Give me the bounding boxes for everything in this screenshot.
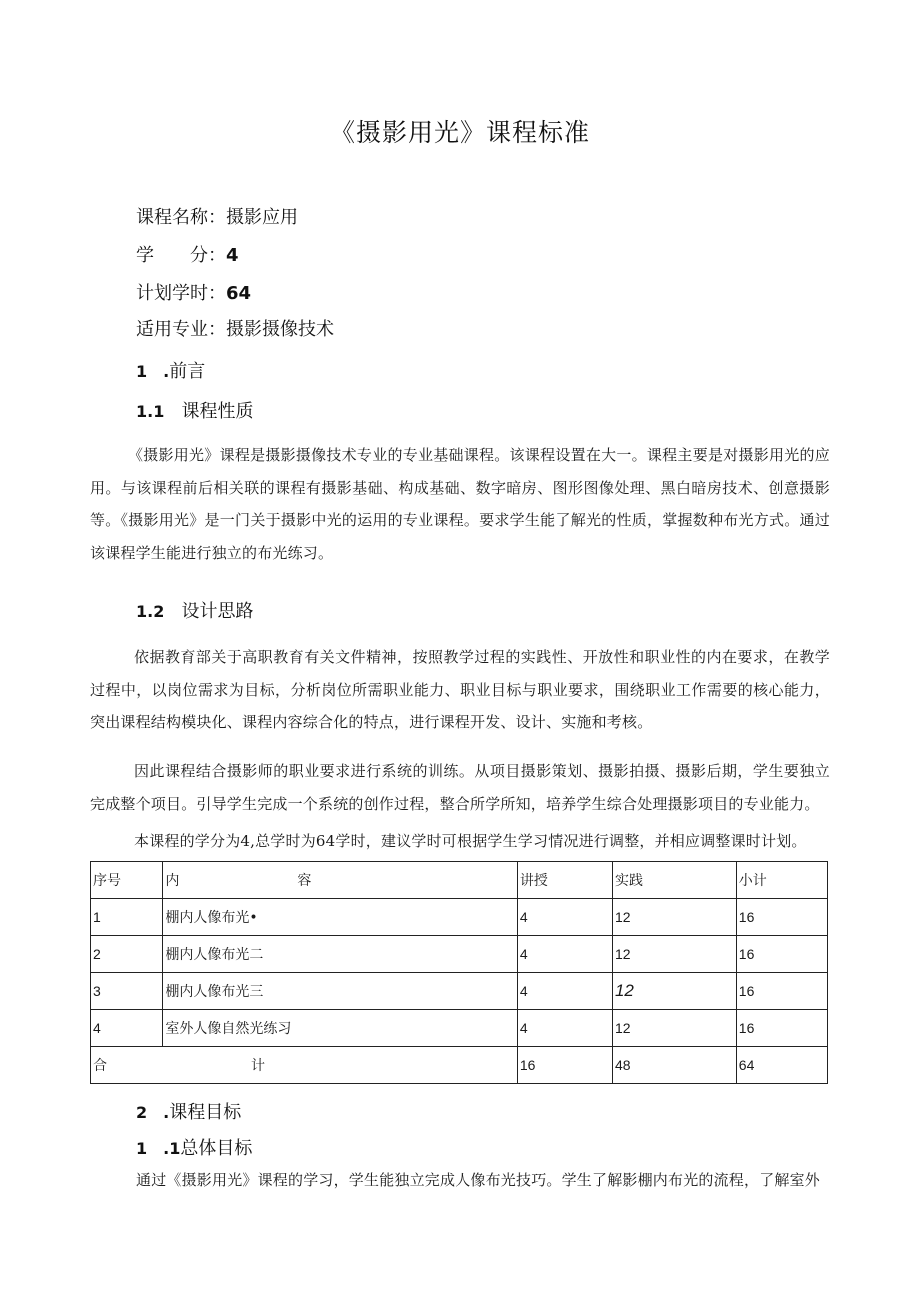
row-2-subtotal: 16 — [736, 936, 827, 973]
row-4-lecture: 4 — [517, 1010, 612, 1047]
row-2-seq: 2 — [91, 936, 163, 973]
header-content-a: 内 — [165, 873, 180, 889]
row-3-practice: 12 — [612, 973, 736, 1010]
section-1-1-number: 1.1 — [136, 402, 165, 421]
section-1-1-title: 课程性质 — [181, 401, 254, 422]
row-2-content: 棚内人像布光二 — [163, 936, 517, 973]
course-nature-paragraph: 《摄影用光》课程是摄影摄像技术专业的专业基础课程。该课程设置在大一。课程主要是对摄影用光的应用。与该课程前后相关联的课程有摄影基础、构成基础、数字暗房、图形图像处理、黑白暗房技术、创意摄影等。《摄影用光》是一门关于摄影中光的运用的专业课程。要求学生能了解光的性质，掌握数种布光方式。通过该课程学生能进行独立的布光练习。 — [90, 446, 830, 562]
section-1-title: 前言 — [169, 361, 206, 382]
header-subtotal: 小计 — [736, 862, 827, 899]
section-2-1-title: 总体目标 — [180, 1138, 253, 1159]
row-2-lecture: 4 — [517, 936, 612, 973]
row-1-subtotal: 16 — [736, 899, 827, 936]
row-1-seq: 1 — [91, 899, 163, 936]
table-row — [91, 936, 828, 973]
total-label — [91, 1047, 518, 1084]
total-lecture: 16 — [517, 1047, 612, 1084]
row-4-practice: 12 — [612, 1010, 736, 1047]
row-1-lecture: 4 — [517, 899, 612, 936]
section-2-number: 2 . — [136, 1103, 170, 1122]
table-total-row — [91, 1047, 828, 1084]
total-practice: 48 — [612, 1047, 736, 1084]
table-header-row — [91, 862, 828, 899]
hours-value: 64 — [226, 283, 252, 304]
row-4-seq: 4 — [91, 1010, 163, 1047]
row-3-content: 棚内人像布光三 — [163, 973, 517, 1010]
major-value: 摄影摄像技术 — [226, 319, 334, 340]
section-1-2-number: 1.2 — [136, 602, 165, 621]
section-1-2-title: 设计思路 — [181, 601, 254, 622]
row-1-practice: 12 — [612, 899, 736, 936]
section-1-number: 1 . — [136, 362, 170, 381]
header-seq: 序号 — [91, 862, 163, 899]
row-4-content: 室外人像自然光练习 — [163, 1010, 517, 1047]
credit-label: 学 分： — [136, 245, 226, 266]
meta-major — [136, 315, 334, 341]
section-2-1-heading — [136, 1134, 252, 1160]
row-3-seq: 3 — [91, 973, 163, 1010]
section-1-heading — [136, 357, 205, 383]
design-paragraph-1: 依据教育部关于高职教育有关文件精神，按照教学过程的实践性、开放性和职业性的内在要求，在教学过程中，以岗位需求为目标，分析岗位所需职业能力、职业目标与职业要求，围绕职业工作需要的核心能力，突出课程结构模块化、课程内容综合化的特点，进行课程开发、设计、实施和考核。 — [90, 648, 830, 731]
section-2-title: 课程目标 — [169, 1102, 242, 1123]
table-row — [91, 973, 828, 1010]
row-3-subtotal: 16 — [736, 973, 827, 1010]
credit-value: 4 — [226, 245, 239, 266]
header-content-b: 容 — [297, 873, 312, 889]
total-subtotal: 64 — [736, 1047, 827, 1084]
section-1-2-heading — [136, 597, 254, 623]
hours-table — [90, 861, 828, 1084]
meta-hours — [136, 279, 251, 305]
row-2-practice: 12 — [612, 936, 736, 973]
course-name-value: 摄影应用 — [226, 207, 298, 228]
header-lecture: 讲授 — [517, 862, 612, 899]
meta-credit — [136, 241, 239, 267]
row-4-subtotal: 16 — [736, 1010, 827, 1047]
header-content — [163, 862, 517, 899]
course-name-label: 课程名称： — [136, 207, 226, 228]
meta-course-name — [136, 203, 298, 229]
design-paragraph-3: 本课程的学分为4,总学时为64学时，建议学时可根据学生学习情况进行调整，并相应调整课时计划。 — [134, 832, 807, 850]
section-1-1-heading — [136, 397, 254, 423]
row-3-lecture: 4 — [517, 973, 612, 1010]
total-label-b: 计 — [251, 1058, 265, 1074]
section-2-heading — [136, 1098, 241, 1124]
header-practice: 实践 — [612, 862, 736, 899]
total-label-a: 合 — [93, 1058, 107, 1074]
row-1-content: 棚内人像布光• — [163, 899, 517, 936]
document-title: 《摄影用光》课程标准 — [329, 118, 590, 147]
section-2-1-number: 1 .1 — [136, 1139, 181, 1158]
design-paragraph-2: 因此课程结合摄影师的职业要求进行系统的训练。从项目摄影策划、摄影拍摄、摄影后期，学生要独立完成整个项目。引导学生完成一个系统的创作过程，整合所学所知，培养学生综合处理摄影项目的专业能力。 — [90, 762, 830, 813]
overall-goal-paragraph: 通过《摄影用光》课程的学习，学生能独立完成人像布光技巧。学生了解影棚内布光的流程，了解室外 — [136, 1171, 821, 1189]
table-row — [91, 1010, 828, 1047]
table-row — [91, 899, 828, 936]
hours-label: 计划学时： — [136, 283, 226, 304]
major-label: 适用专业： — [136, 319, 226, 340]
